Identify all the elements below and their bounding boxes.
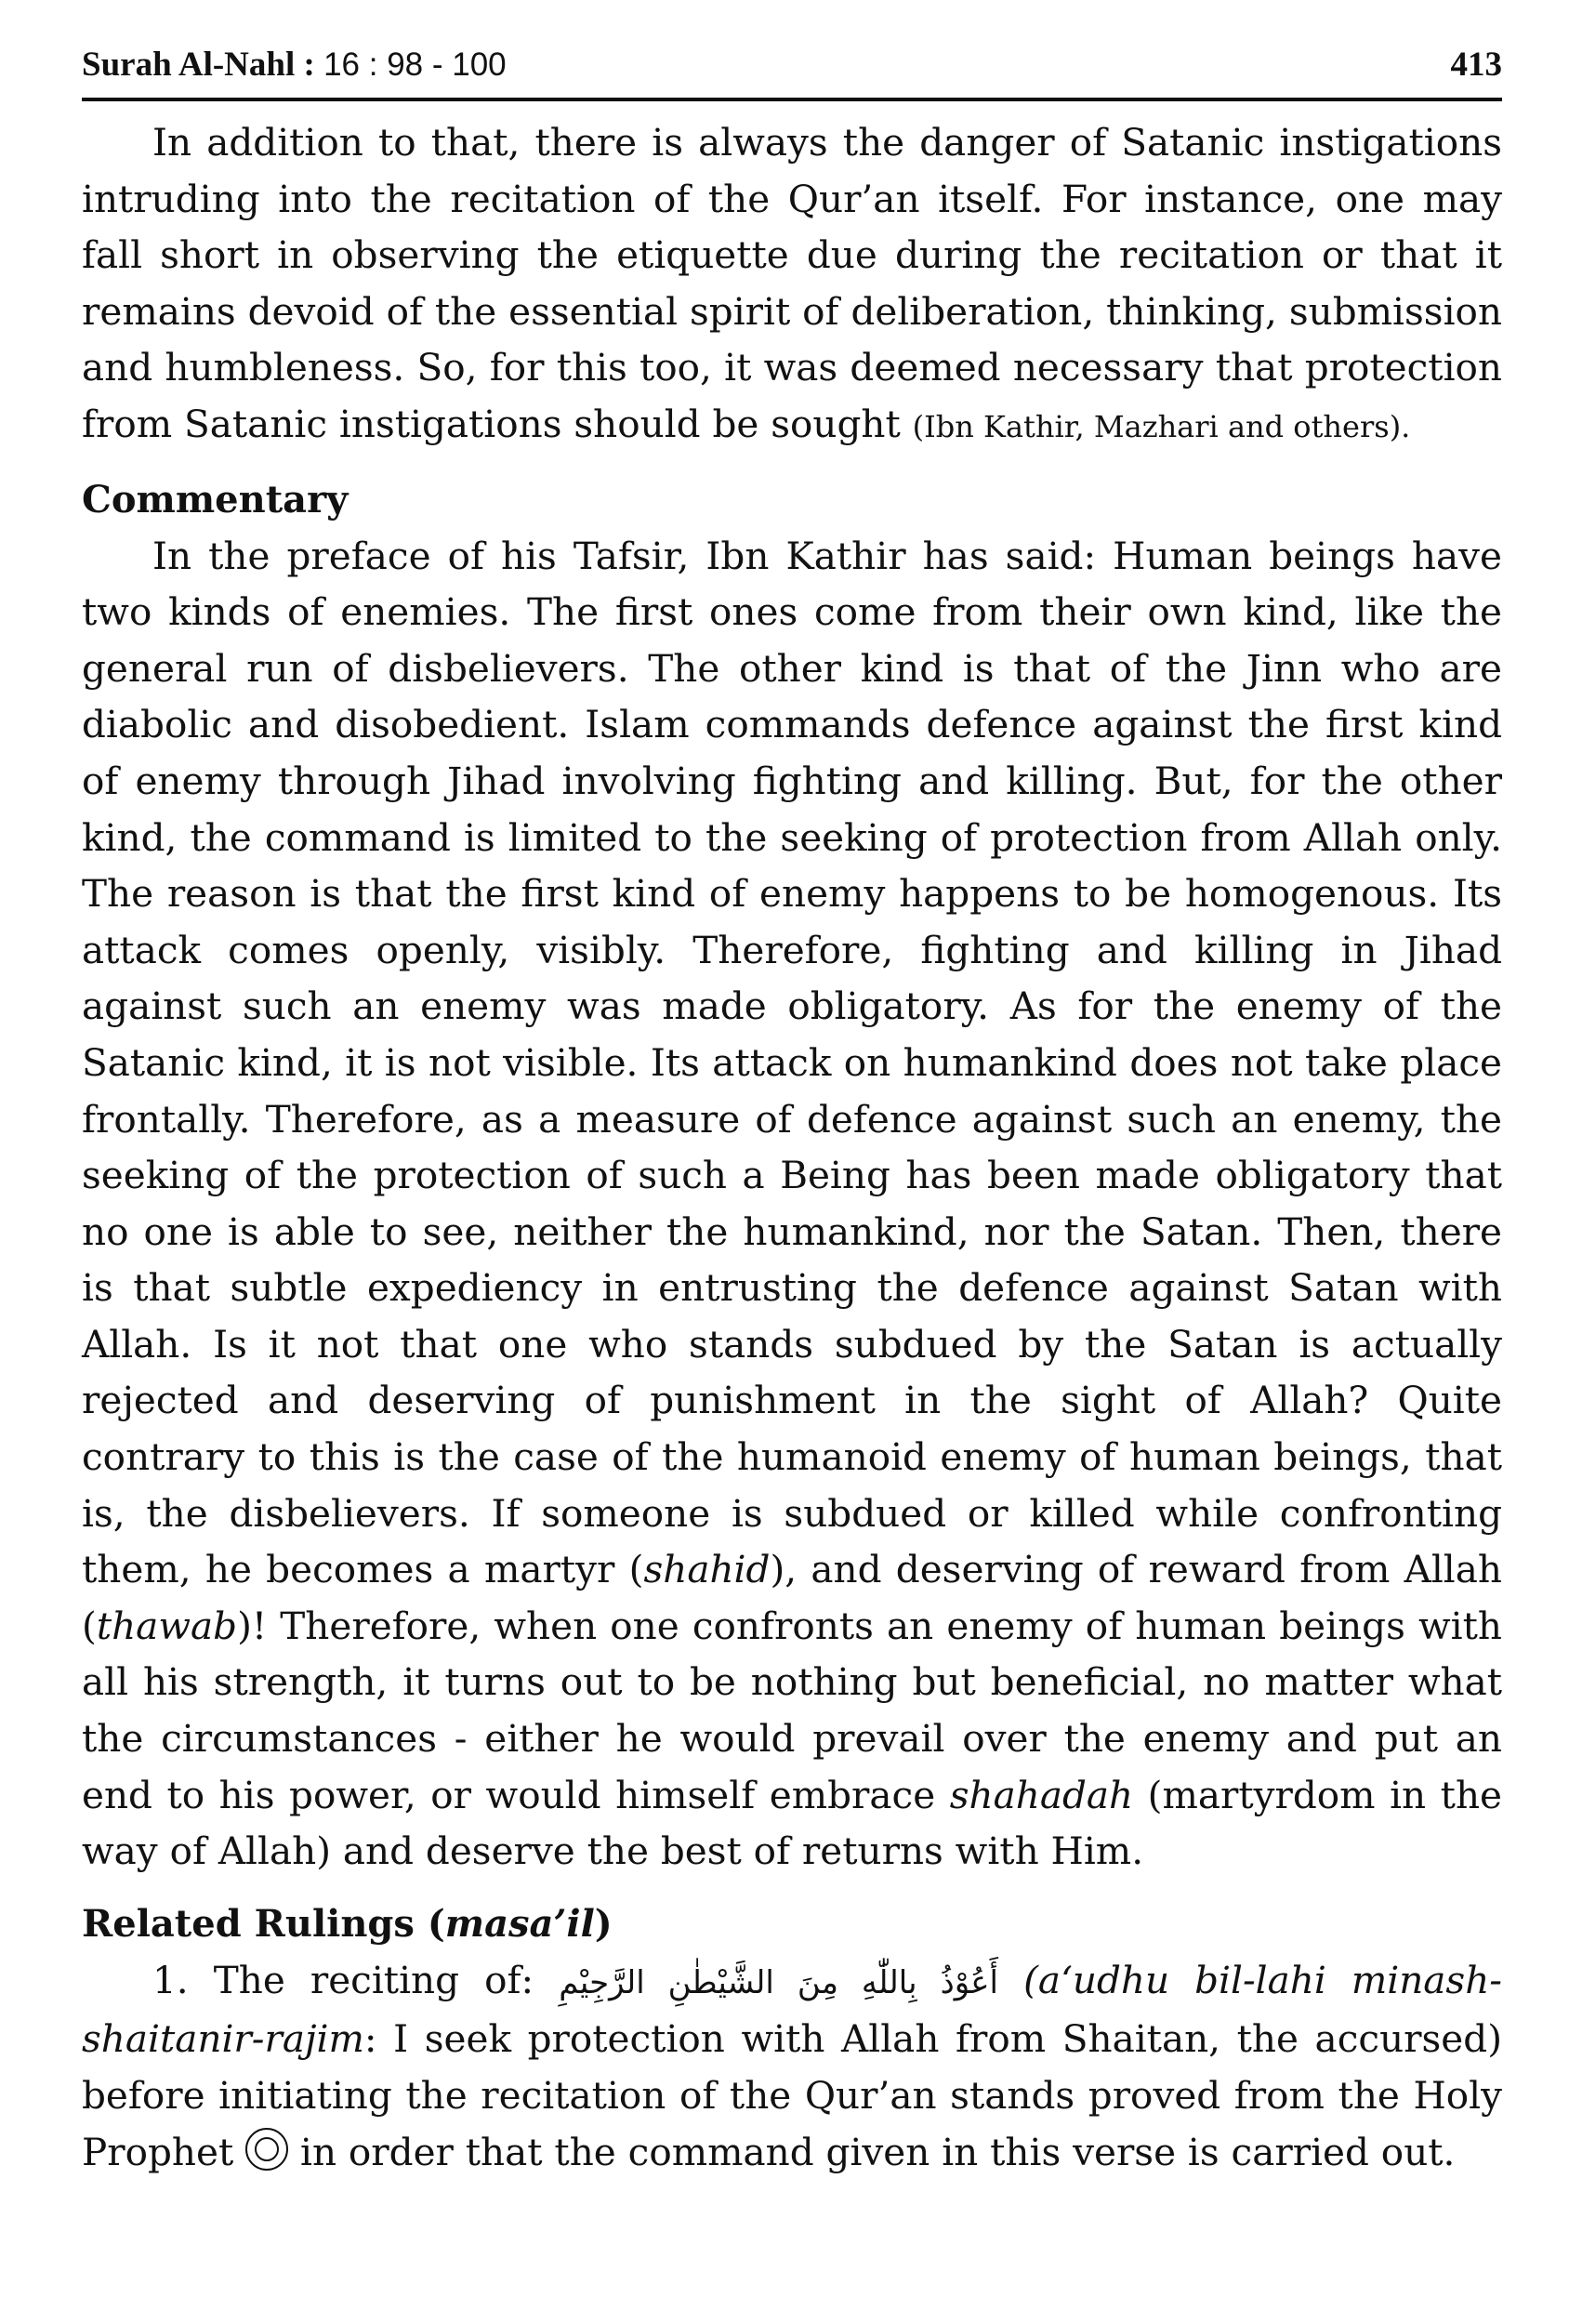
surah-title: Surah Al-Nahl : [82, 46, 315, 84]
intro-paragraph [82, 114, 1502, 456]
term-shahadah: shahadah [949, 1772, 1134, 1817]
rulings-heading-term: masa’il [444, 1901, 595, 1946]
arabic-taawwudh: أَعُوْذُ بِاللّٰهِ مِنَ الشَّيْطٰنِ الرَّجِيْمِ [559, 1963, 999, 2001]
transliteration: (a‘udhu bil-lahi minash-shaitanir-rajim [82, 1957, 1502, 2062]
commentary-text-1: In the preface of his Tafsir, Ibn Kathir has said: Human beings have two kinds of enemies. The first ones come from their own kind, like the general run of disbelievers. The other kind is that of the Jinn who are diabolic and disobedient. Islam commands defence against the first kind of enemy through Jihad involving fighting and killing. But, for the other kind, the command is limited to the seeking of protection from Allah only. The reason is that the first kind of enemy happens to be homogenous. Its attack comes openly, visibly. Therefore, fighting and killing in Jihad against such an enemy was made obligatory. As for the enemy of the Satanic kind, it is not visible. Its attack on humankind does not take place frontally. Therefore, as a measure of defence against such an enemy, the seeking of the protection of such a Being has been made obligatory that no one is able to see, neither the humankind, nor the Satan. Then, there is that subtle expediency in entrusting the defence against Satan with Allah. Is it not that one who stands subdued by the Satan is actually rejected and deserving of punishment in the sight of Allah? Quite contrary to this is the case of the humanoid enemy of human beings, that is, the disbelievers. If someone is subdued or killed while confronting them, he becomes a martyr ( [82, 533, 1502, 1592]
verse-reference: 16 : 98 - 100 [323, 46, 507, 83]
salutation-seal-icon [245, 2128, 288, 2171]
ruling-text-end: in order that the command given in this verse is carried out. [288, 2129, 1456, 2174]
intro-text: In addition to that, there is always the danger of Satanic instigations intruding into the recitation of the Qur’an itself. For instance, one may fall short in observing the etiquette due during the recitation or that it remains devoid of the essential spirit of deliberation, thinking, submission and humbleness. So, for this too, it was deemed necessary that protection from Satanic instigations should be sought [82, 120, 1502, 446]
term-thawab: thawab [96, 1603, 238, 1648]
commentary-text-2: ), and deserving of reward from Allah ( [82, 1547, 1502, 1648]
commentary-text-3: )! Therefore, when one confronts an enemy of human beings with all his strength, it turns out to be nothing but beneficial, no matter what the circumstances - either he would prevail over the enemy and put an end to his power, or would himself embrace [82, 1603, 1502, 1817]
rulings-heading-a: Related Rulings ( [82, 1901, 445, 1946]
page-number: 413 [1450, 46, 1502, 84]
rulings-heading-c: ) [594, 1901, 613, 1946]
running-header [82, 45, 1502, 101]
header-left [82, 45, 507, 85]
intro-citation: (Ibn Kathir, Mazhari and others). [912, 408, 1411, 444]
commentary-paragraph [82, 528, 1502, 1880]
ruling-text: : I seek protection with Allah from Shaitan, the accursed) before initiating the recitation of the Qur’an stands proved from the Holy Prophet [82, 2016, 1502, 2174]
commentary-text-4: (martyrdom in the way of Allah) and deserve the best of returns with Him. [82, 1772, 1502, 1874]
ruling-lead: The reciting of: [188, 1957, 560, 2002]
term-shahid: shahid [643, 1547, 771, 1592]
ruling-1 [82, 1952, 1502, 2180]
ruling-number: 1. [152, 1957, 189, 2002]
commentary-heading: Commentary [82, 477, 349, 522]
page [82, 45, 1502, 2180]
rulings-heading [82, 1896, 1502, 1952]
page-body [82, 114, 1502, 2180]
